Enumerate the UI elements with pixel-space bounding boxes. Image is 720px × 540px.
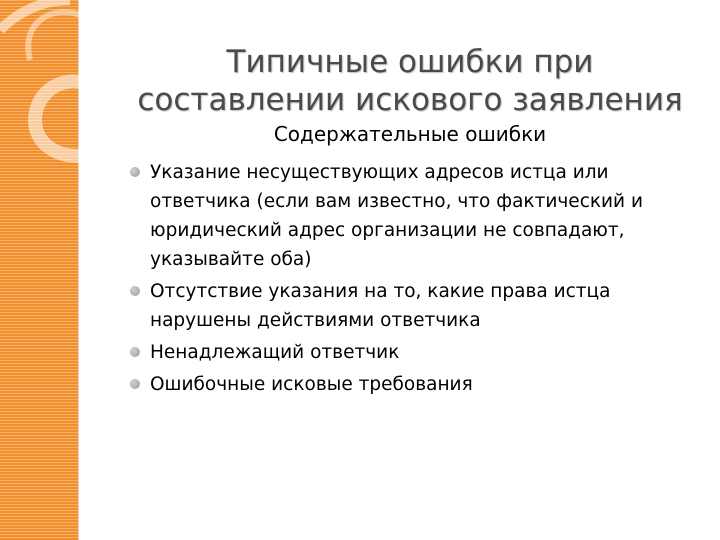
list-item	[130, 277, 670, 335]
section-subtitle: Содержательные ошибки	[273, 122, 547, 146]
title-line-2: составлении искового заявления	[137, 81, 683, 118]
list-item	[130, 338, 670, 367]
round-bullet-icon	[130, 379, 140, 389]
page-title	[110, 43, 710, 119]
title-line-1: Типичные ошибки при	[226, 43, 594, 80]
list-item	[130, 370, 670, 399]
list-item-text: Ненадлежащий ответчик	[150, 342, 400, 363]
round-bullet-icon	[130, 286, 140, 296]
list-item-text: Указание несуществующих адресов истца или ответчика (если вам известно, что фактический и юридический адрес организации не совпадают, указывайте оба)	[150, 162, 643, 270]
round-bullet-icon	[130, 167, 140, 177]
list-item-text: Отсутствие указания на то, какие права истца нарушены действиями ответчика	[150, 281, 611, 331]
list-item	[130, 158, 670, 274]
list-item-text: Ошибочные исковые требования	[150, 374, 473, 395]
round-bullet-icon	[130, 347, 140, 357]
bullet-list	[130, 158, 670, 402]
